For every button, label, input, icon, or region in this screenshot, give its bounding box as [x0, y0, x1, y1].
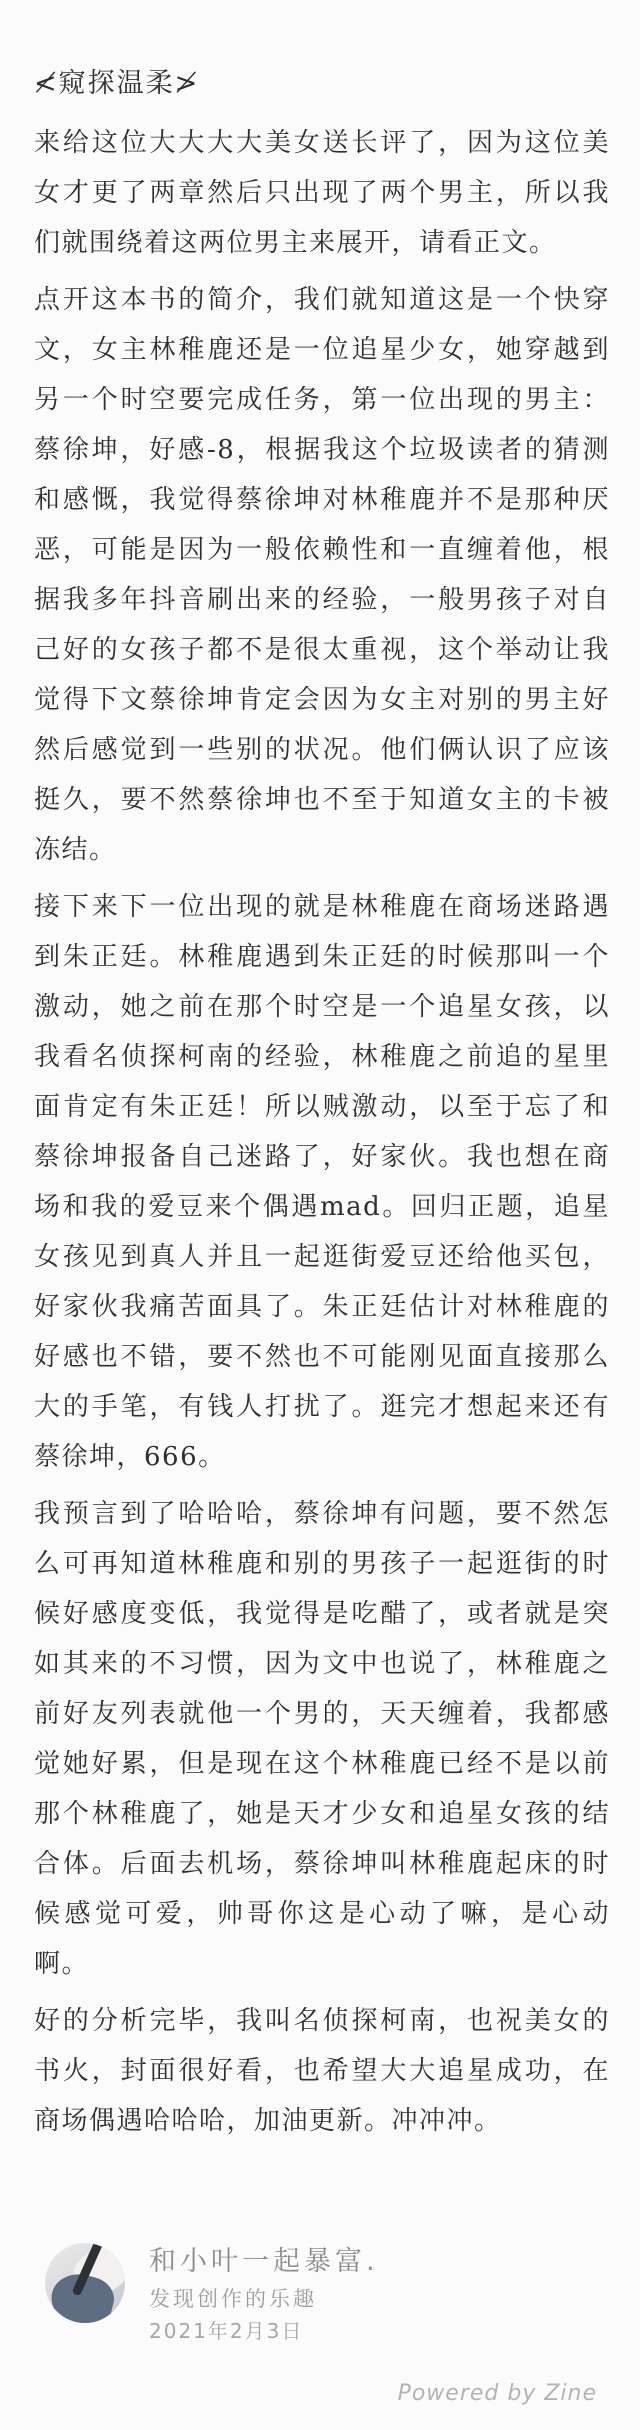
body-paragraph-2: 点开这本书的简介，我们就知道这是一个快穿文，女主林稚鹿还是一位追星少女，她穿越到另一个时空要完成任务，第一位出现的男主：蔡徐坤，好感-8，根据我这个垃圾读者的猜测和感慨，我觉得蔡徐坤对林稚鹿并不是那种厌恶，可能是因为一般依赖性和一直缠着他，根据我多年抖音刷出来的经验，一般男孩子对自己好的女孩子都不是很太重视，这个举动让我觉得下文蔡徐坤肯定会因为女主对别的男主好然后感觉到一些别的状况。他们俩认识了应该挺久，要不然蔡徐坤也不至于知道女主的卡被冻结。 — [34, 285, 610, 865]
body-paragraph-4: 我预言到了哈哈哈，蔡徐坤有问题，要不然怎么可再知道林稚鹿和别的男孩子一起逛街的时候好感度变低，我觉得是吃醋了，或者就是突如其来的不习惯，因为文中也说了，林稚鹿之前好友列表就他一个男的，天天缠着，我都感觉她好累，但是现在这个林稚鹿已经不是以前那个林稚鹿了，她是天才少女和追星女孩的结合体。后面去机场，蔡徐坤叫林稚鹿起床的时候感觉可爱，帅哥你这是心动了嘛，是心动啊。 — [34, 1499, 610, 1979]
body-paragraph-3: 接下来下一位出现的就是林稚鹿在商场迷路遇到朱正廷。林稚鹿遇到朱正廷的时候那叫一个激动，她之前在那个时空是一个追星女孩，以我看名侦探柯南的经验，林稚鹿之前追的星里面肯定有朱正廷！所以贼激动，以至于忘了和蔡徐坤报备自己迷路了，好家伙。我也想在商场和我的爱豆来个偶遇mad。回归正题，追星女孩见到真人并且一起逛街爱豆还给他买包，好家伙我痛苦面具了。朱正廷估计对林稚鹿的好感也不错，要不然也不可能刚见面直接那么大的手笔，有钱人打扰了。逛完才想起来还有蔡徐坤，666。 — [34, 892, 610, 1472]
author-footer[interactable] — [45, 2243, 610, 2345]
author-name[interactable]: 和小叶一起暴富. — [149, 2246, 379, 2277]
article-body — [34, 118, 610, 2146]
author-meta — [149, 2243, 379, 2345]
author-tagline: 发现创作的乐趣 — [149, 2287, 317, 2311]
publish-date: 2021年2月3日 — [149, 2319, 304, 2343]
body-paragraph-5: 好的分析完毕，我叫名侦探柯南，也祝美女的书火，封面很好看，也希望大大追星成功，在商场偶遇哈哈哈，加油更新。冲冲冲。 — [34, 2006, 610, 2136]
body-paragraph-1: 来给这位大大大大美女送长评了，因为这位美女才更了两章然后只出现了两个男主，所以我们就围绕着这两位男主来展开，请看正文。 — [34, 128, 610, 258]
author-avatar[interactable] — [45, 2243, 125, 2323]
powered-by-zine-label: Powered by Zine — [397, 2381, 597, 2406]
page-title: ≮窥探温柔≯ — [34, 68, 200, 99]
